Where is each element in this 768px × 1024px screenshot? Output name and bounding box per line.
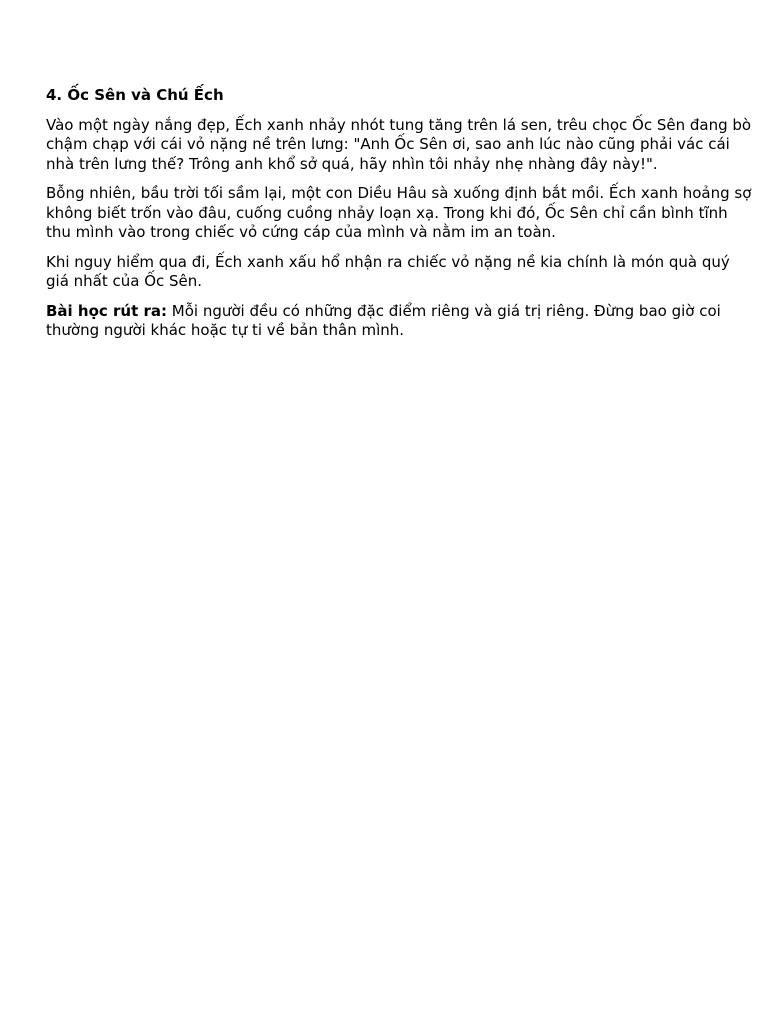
- document-body: [46, 86, 752, 351]
- story-paragraph-3: Khi nguy hiểm qua đi, Ếch xanh xấu hổ nhận ra chiếc vỏ nặng nề kia chính là món quà quý giá nhất của Ốc Sên.: [46, 252, 730, 290]
- lesson-text: Mỗi người đều có những đặc điểm riêng và giá trị riêng. Đừng bao giờ coi thường người khác hoặc tự ti về bản thân mình.: [46, 301, 721, 339]
- story-heading: 4. Ốc Sên và Chú Ếch: [46, 86, 224, 104]
- story-paragraph-1: Vào một ngày nắng đẹp, Ếch xanh nhảy nhót tung tăng trên lá sen, trêu chọc Ốc Sên đang bò chậm chạp với cái vỏ nặng nề trên lưng: "Anh Ốc Sên ơi, sao anh lúc nào cũng phải vác cái nhà trên lưng thế? Trông anh khổ sở quá, hãy nhìn tôi nhảy nhẹ nhàng đây này!".: [46, 115, 752, 173]
- lesson-paragraph: [46, 302, 752, 341]
- lesson-label: Bài học rút ra:: [46, 301, 168, 320]
- story-paragraph-2: Bỗng nhiên, bầu trời tối sầm lại, một con Diều Hâu sà xuống định bắt mồi. Ếch xanh hoảng sợ không biết trốn vào đâu, cuống cuồng nhảy loạn xạ. Trong khi đó, Ốc Sên chỉ cần bình tĩnh thu mình vào trong chiếc vỏ cứng cáp của mình và nằm im an toàn.: [46, 184, 752, 241]
